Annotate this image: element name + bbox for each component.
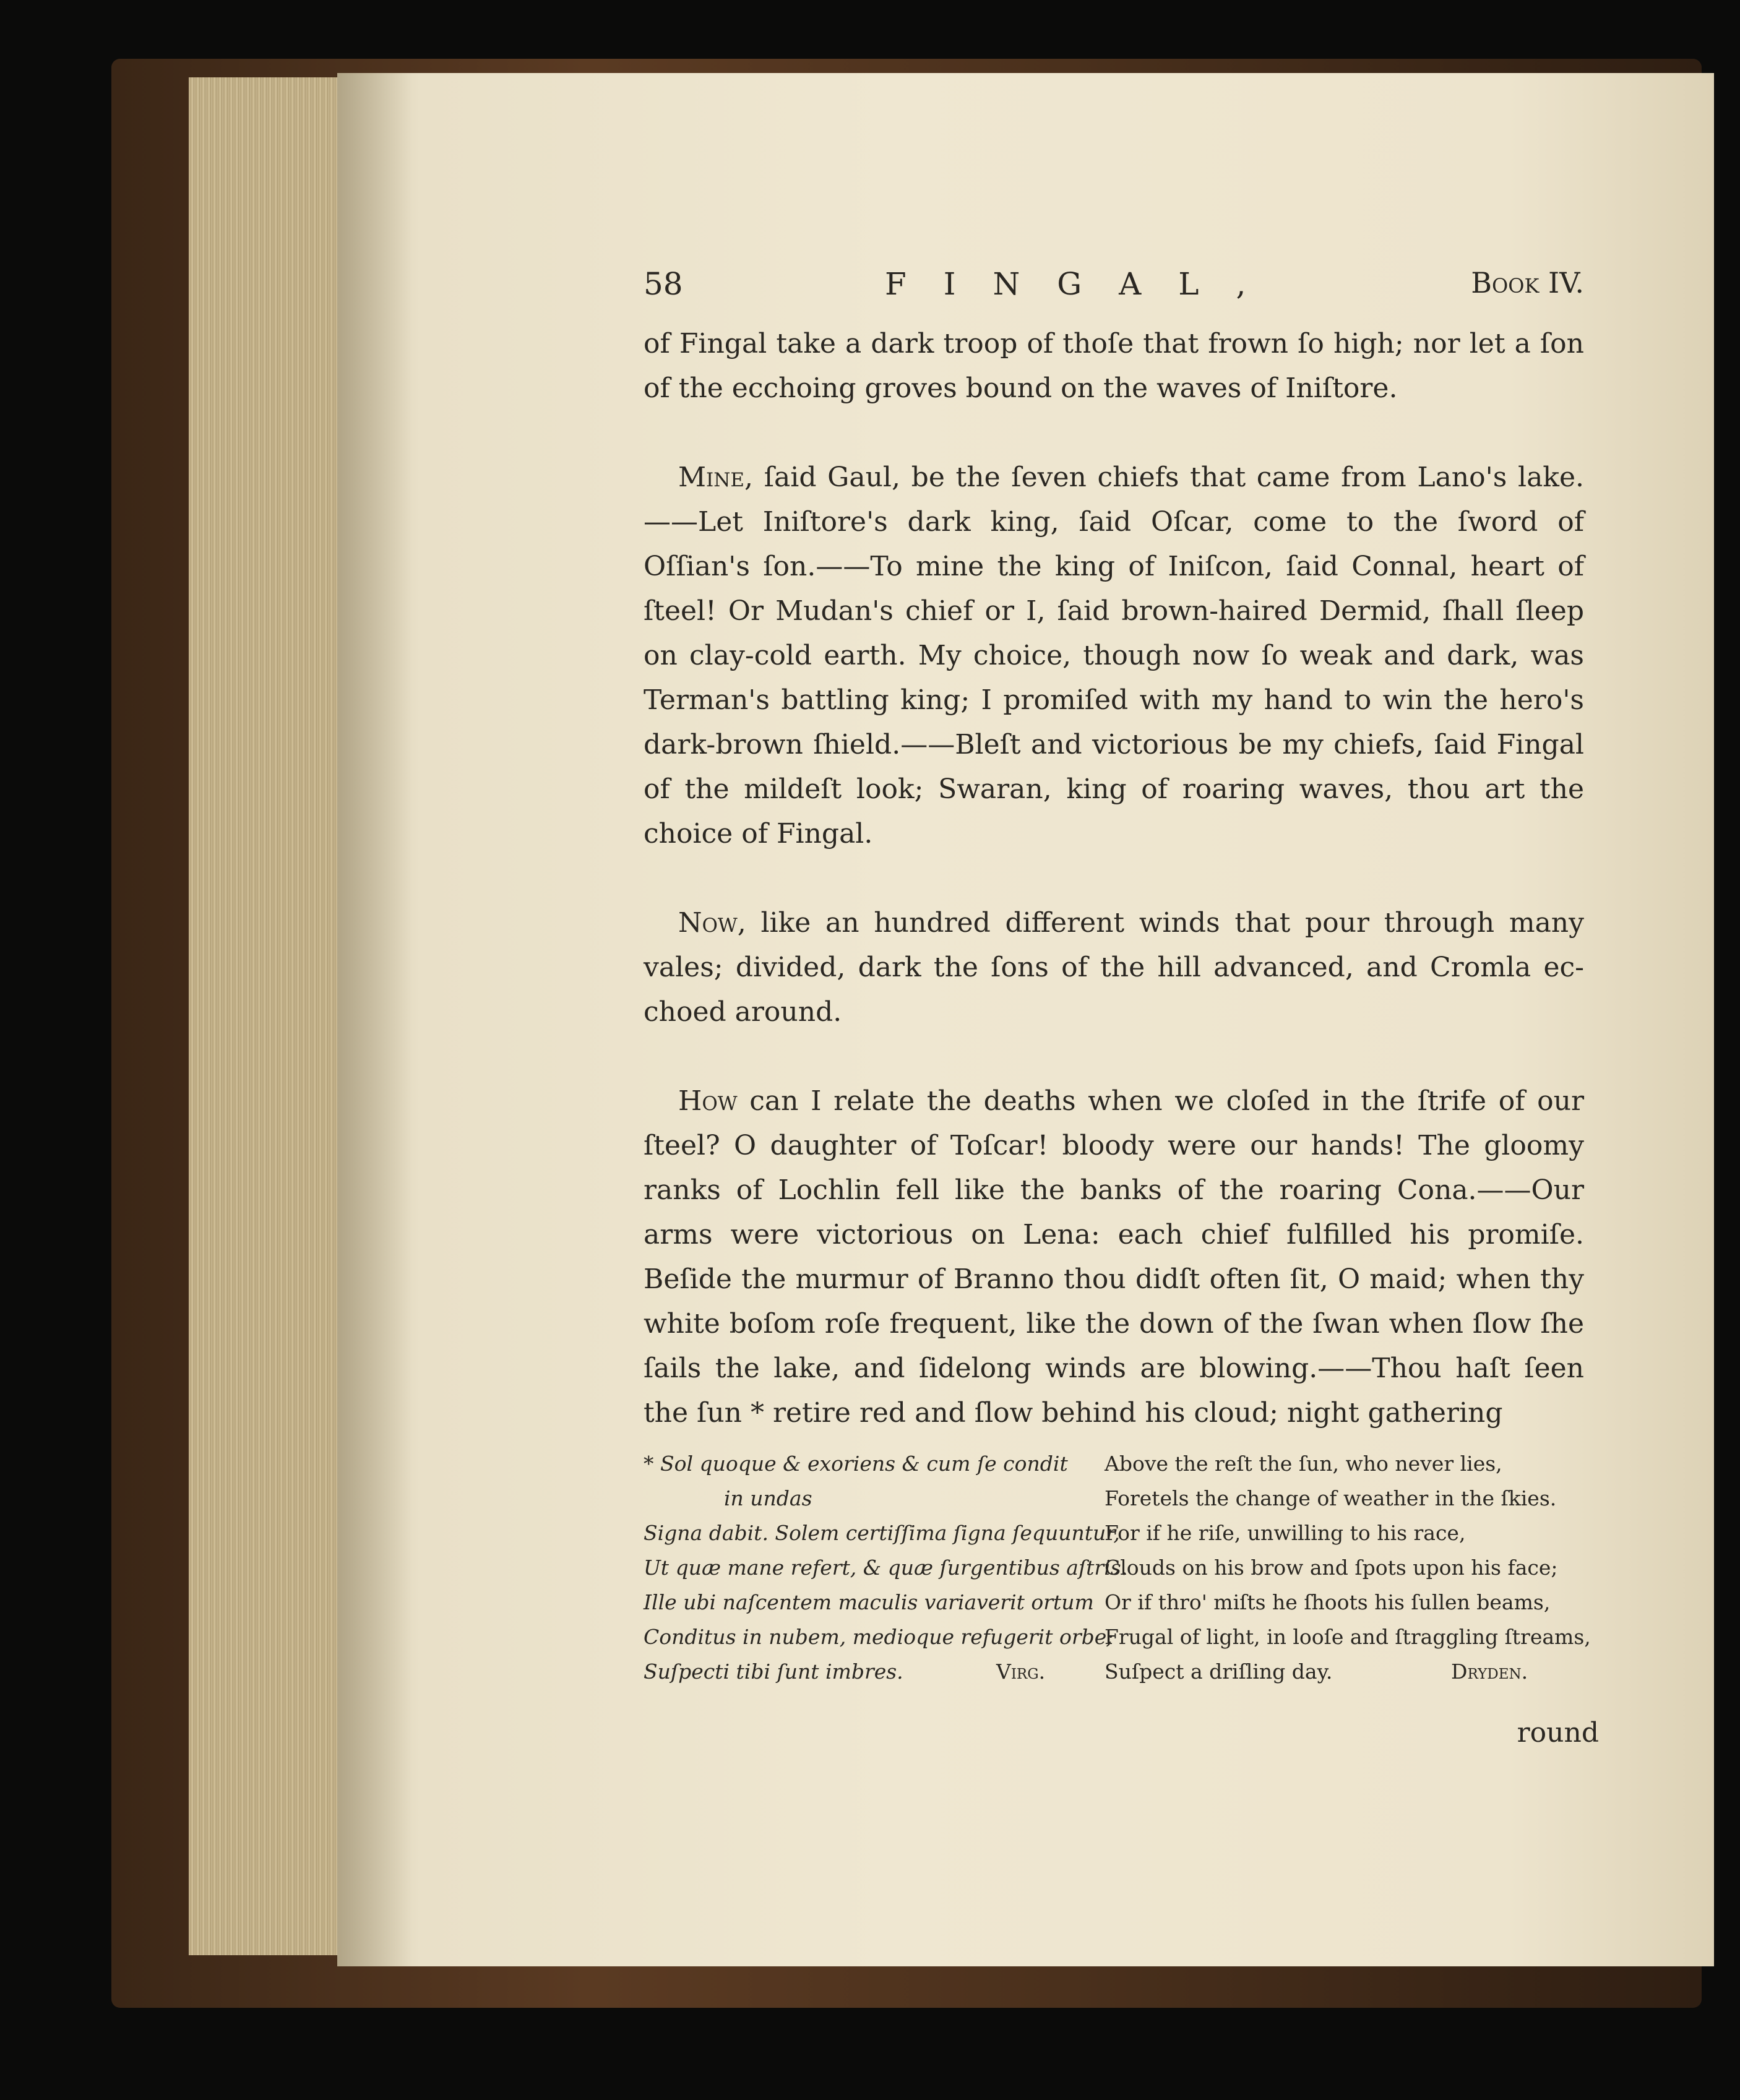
paragraph — [644, 1079, 1584, 1435]
paragraph-text: can I relate the deaths when we cloſed in the ſtrife of our ſteel? O daughter of Toſcar! bloody were our hands! The gloomy ranks of Lochlin fell like the banks of the roaring Cona.——Our arms were victorious on Lena: each chief fulfilled his promiſe. Beſide the murmur of Branno thou didſt often ſit, O maid; when thy white boſom roſe frequent, like the down of the ſwan when ſlow ſhe ſails the lake, and ſidelong winds are blowing.——Thou haſt ſeen the ſun * retire red and ſlow behind his cloud; night gathering — [644, 1085, 1584, 1429]
body-text — [644, 322, 1584, 1480]
footnote-line: Or if thro' miſts he ſhoots his ſullen beams, — [1105, 1590, 1551, 1614]
footnote-line: Ille ubi naſcentem maculis variaverit ortum — [644, 1590, 1094, 1614]
footnote-latin-attribution: Virg. — [996, 1659, 1046, 1684]
footnote-line: Conditus in nubem, medioque refugerit orbe; — [644, 1625, 1114, 1649]
footnote-line: Foretels the change of weather in the ſkies. — [1105, 1486, 1557, 1510]
footnote-line: Suſpect a driſling day. — [1105, 1659, 1333, 1684]
footnote-line: For if he riſe, unwilling to his race, — [1105, 1521, 1466, 1545]
footnote-line: * Sol quoque & exoriens & cum ſe condit — [644, 1452, 1068, 1476]
book-number: Book IV. — [1471, 266, 1584, 299]
page-number: 58 — [644, 266, 683, 302]
footnote-line: Frugal of light, in looſe and ſtraggling ſtreams, — [1105, 1625, 1591, 1649]
running-title: FINGAL, — [885, 266, 1283, 302]
footnote-line: Clouds on his brow and ſpots upon his face; — [1105, 1556, 1558, 1580]
gutter-shadow — [337, 73, 411, 1966]
footnote-line: Signa dabit. Solem certiſſima ſigna ſequuntur, — [644, 1521, 1120, 1545]
paragraph — [644, 901, 1584, 1035]
footnote-line: Above the reſt the ſun, who never lies, — [1105, 1452, 1502, 1476]
paragraph-text: like an hundred different winds that pour through many vales; divided, dark the ſons of the hill advanced, and Cromla ec-choed around. — [644, 907, 1584, 1028]
footnote-line: in undas — [724, 1486, 812, 1510]
paragraph-text: ſaid Gaul, be the ſeven chiefs that came from Lano's lake.——Let Iniſtore's dark king, ſaid Oſcar, come to the ſword of Oſſian's ſon.——To mine the king of Iniſcon, ſaid Connal, heart of ſteel! Or Mudan's chief or I, ſaid brown-haired Dermid, ſhall ſleep on clay-cold earth. My choice, though now ſo weak and dark, was Terman's battling king; I promiſed with my hand to win the hero's dark-brown ſhield.——Bleſt and victorious be my chiefs, ſaid Fingal of the mildeſt look; Swaran, king of roaring waves, thou art the choice of Fingal. — [644, 462, 1584, 850]
footnote-english — [1105, 1447, 1591, 1689]
running-header — [644, 266, 1584, 309]
footnote-english-attribution: Dryden. — [1451, 1659, 1528, 1684]
paragraph — [644, 322, 1584, 411]
paragraph — [644, 455, 1584, 856]
footnotes — [644, 1447, 1591, 1684]
catchword: round — [1517, 1717, 1599, 1749]
footnote-line: Suſpecti tibi ſunt imbres. — [644, 1659, 903, 1684]
paragraph-lead: How — [678, 1085, 738, 1117]
footnote-latin — [644, 1447, 1128, 1689]
paragraph-text: of Fingal take a dark troop of thoſe that frown ſo high; nor let a ſon of the ecchoing groves bound on the waves of Iniſtore. — [644, 328, 1584, 404]
paragraph-lead: Mine, — [678, 462, 754, 493]
footnote-line: Ut quæ mane refert, & quæ ſurgentibus aſtris. — [644, 1556, 1128, 1580]
page-edges — [189, 77, 350, 1955]
paragraph-lead: Now, — [678, 907, 746, 939]
